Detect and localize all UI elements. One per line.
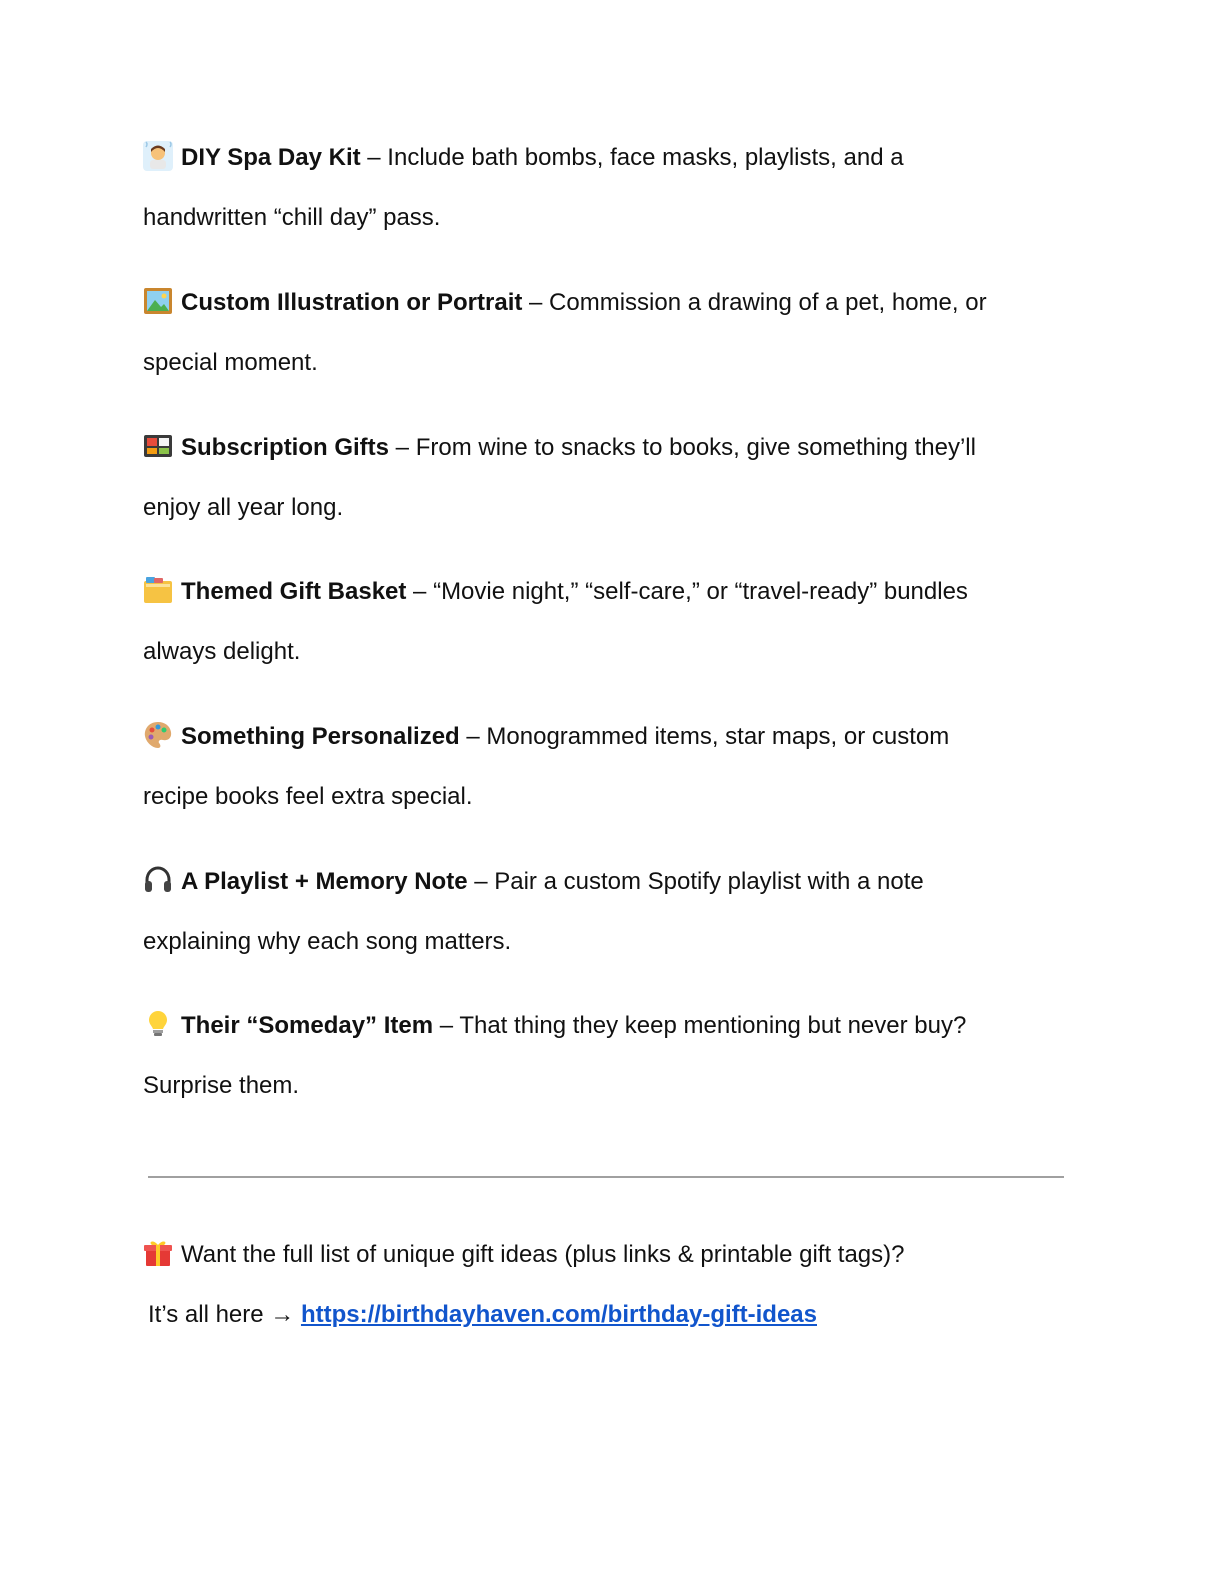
wrapped-gift-icon xyxy=(143,1238,173,1268)
item-title: Themed Gift Basket xyxy=(181,578,407,605)
horizontal-divider xyxy=(148,1176,1064,1178)
person-in-steamy-room-icon xyxy=(143,141,173,171)
artist-palette-icon xyxy=(143,720,173,750)
item-description: – That thing they keep mentioning but never buy? xyxy=(433,1012,967,1039)
item-title: Something Personalized xyxy=(181,723,460,750)
gift-idea-item xyxy=(143,707,1073,827)
gift-idea-item xyxy=(143,996,1073,1116)
light-bulb-icon xyxy=(143,1009,173,1039)
item-description-continued: handwritten “chill day” pass. xyxy=(143,204,441,231)
item-description: – Monogrammed items, star maps, or custom xyxy=(459,723,950,750)
item-description-continued: special moment. xyxy=(143,349,318,376)
item-title: Custom Illustration or Portrait xyxy=(181,289,523,316)
item-description: – From wine to snacks to books, give something they’ll xyxy=(389,434,976,461)
bento-box-icon xyxy=(143,431,173,461)
item-title: DIY Spa Day Kit xyxy=(181,144,361,171)
gift-idea-item xyxy=(143,128,1073,248)
headphones-icon xyxy=(143,865,173,895)
item-description: – “Movie night,” “self-care,” or “travel-ready” bundles xyxy=(406,578,968,605)
card-index-dividers-icon xyxy=(143,575,173,605)
gift-idea-item xyxy=(143,562,1073,682)
item-description: – Include bath bombs, face masks, playlists, and a xyxy=(360,144,904,171)
framed-picture-icon xyxy=(143,286,173,316)
item-description-continued: recipe books feel extra special. xyxy=(143,783,473,810)
item-description-continued: always delight. xyxy=(143,638,301,665)
item-description-continued: Surprise them. xyxy=(143,1072,300,1099)
item-description: – Commission a drawing of a pet, home, or xyxy=(522,289,987,316)
item-title: Subscription Gifts xyxy=(181,434,390,461)
cta-text: Want the full list of unique gift ideas (plus links & printable gift tags)? xyxy=(181,1241,905,1268)
item-title: A Playlist + Memory Note xyxy=(181,868,468,895)
gift-ideas-link[interactable]: https://birthdayhaven.com/birthday-gift-ideas xyxy=(300,1301,817,1328)
item-description-continued: explaining why each song matters. xyxy=(143,928,512,955)
gift-idea-item xyxy=(143,273,1073,393)
item-description: – Pair a custom Spotify playlist with a note xyxy=(467,868,924,895)
gift-idea-item xyxy=(143,852,1073,972)
gift-idea-item xyxy=(143,418,1073,538)
call-to-action xyxy=(143,1225,1083,1345)
item-description-continued: enjoy all year long. xyxy=(143,494,344,521)
cta-prefix: It’s all here → xyxy=(148,1301,301,1328)
item-title: Their “Someday” Item xyxy=(181,1012,434,1039)
